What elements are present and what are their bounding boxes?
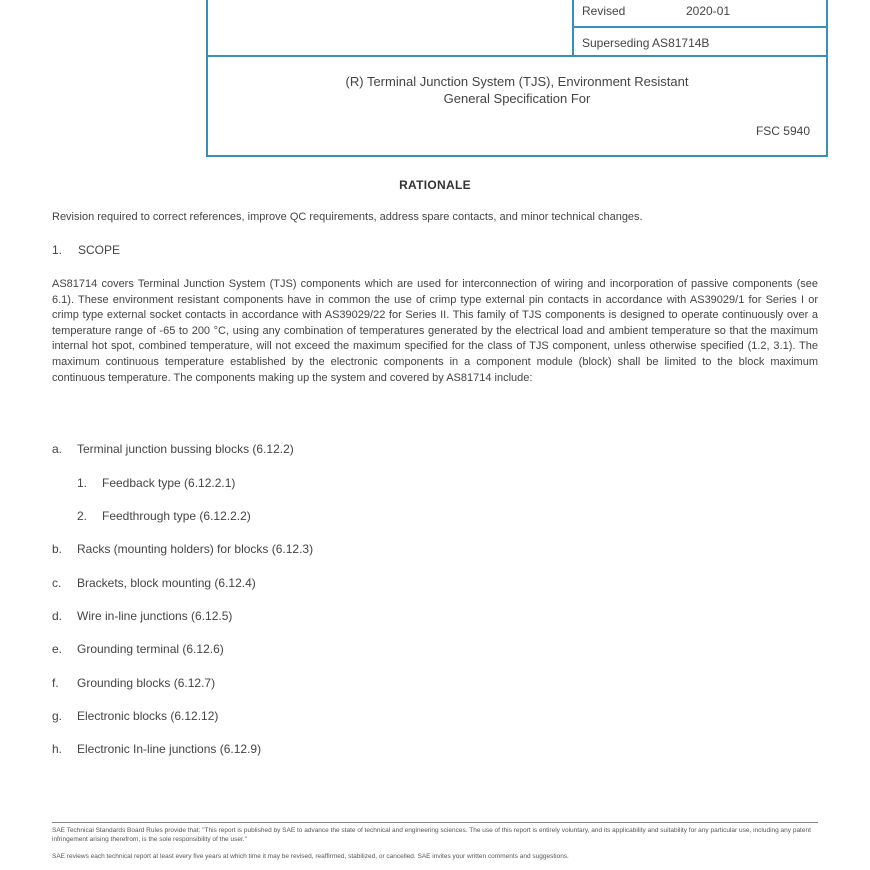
list-item-text: Brackets, block mounting (6.12.4)	[77, 576, 256, 590]
revised-date: 2020-01	[686, 4, 731, 18]
list-item-marker: e.	[52, 642, 63, 656]
document-header-box	[206, 0, 828, 157]
list-item	[77, 476, 235, 490]
scope-heading	[52, 243, 120, 257]
list-item-text: Feedback type (6.12.2.1)	[102, 476, 236, 490]
list-item-text: Grounding terminal (6.12.6)	[77, 642, 224, 656]
list-item-text: Electronic blocks (6.12.12)	[77, 709, 219, 723]
footer-divider	[52, 822, 818, 823]
fsc-code: FSC 5940	[755, 124, 810, 138]
list-item-marker: a.	[52, 442, 63, 456]
list-item	[52, 442, 294, 456]
list-item-text: Wire in-line junctions (6.12.5)	[77, 609, 233, 623]
document-title-line1: (R) Terminal Junction System (TJS), Environment Resistant	[345, 74, 689, 89]
list-item-marker: f.	[52, 676, 59, 690]
document-title-line2: General Specification For	[443, 91, 591, 106]
list-item	[52, 642, 224, 656]
list-item-marker: b.	[52, 542, 63, 556]
footer-review-note: SAE reviews each technical report at least every five years at which time it may be revised, reaffirmed, stabilized, or cancelled. SAE invites your written comments and suggestions.	[52, 853, 569, 860]
scope-number: 1.	[52, 243, 63, 257]
list-item-marker: h.	[52, 742, 63, 756]
list-item	[77, 509, 251, 523]
list-item-marker: 1.	[77, 476, 88, 490]
list-item	[52, 676, 215, 690]
footer-disclaimer: SAE Technical Standards Board Rules provide that: "This report is published by SAE to advance the state of technical and engineering sciences. The use of this report is entirely voluntary, and its applicability and suitability for any particular use, including any patent infringement arising therefrom, is the sole responsibility of the user."	[52, 827, 811, 843]
scope-title: SCOPE	[78, 243, 121, 257]
header-row-divider	[572, 26, 828, 28]
list-item-text: Racks (mounting holders) for blocks (6.12.3)	[77, 542, 314, 556]
list-item-text: Electronic In-line junctions (6.12.9)	[77, 742, 262, 756]
list-item-text: Feedthrough type (6.12.2.2)	[102, 509, 251, 523]
header-horizontal-divider	[208, 55, 826, 57]
superseding-label: Superseding AS81714B	[582, 36, 710, 50]
revised-label: Revised	[582, 4, 626, 18]
list-item-marker: g.	[52, 709, 63, 723]
list-item	[52, 576, 256, 590]
rationale-heading: RATIONALE	[399, 178, 471, 192]
list-item	[52, 709, 218, 723]
list-item	[52, 742, 261, 756]
list-item-text: Terminal junction bussing blocks (6.12.2)	[77, 442, 294, 456]
rationale-text: Revision required to correct references, improve QC requirements, address spare contacts, and minor technical changes.	[52, 211, 643, 223]
list-item-marker: d.	[52, 609, 63, 623]
list-item-marker: 2.	[77, 509, 88, 523]
list-item	[52, 609, 232, 623]
list-item-text: Grounding blocks (6.12.7)	[77, 676, 216, 690]
list-item	[52, 542, 313, 556]
scope-paragraph: AS81714 covers Terminal Junction System (TJS) components which are used for interconnection of wiring and incorporation of passive components (see 6.1). These environment resistant components have in common the use of crimp type external pin contacts in accordance with AS39029/1 for Series I or crimp type external socket contacts in accordance with AS39029/22 for Series II. This family of TJS components is designed to operate continuously over a temperature range of -65 to 200 °C, using any combination of temperatures generated by the electrical load and ambient temperature so that the maximum internal hot spot, combined temperature, will not exceed the maximum specified for the class of TJS component, unless otherwise specified (1.2, 3.1). The maximum continuous temperature established by the electronic components in a component module (block) shall be limited to the block maximum continuous temperature. The components making up the system and covered by AS81714 include:	[52, 278, 818, 384]
list-item-marker: c.	[52, 576, 62, 590]
